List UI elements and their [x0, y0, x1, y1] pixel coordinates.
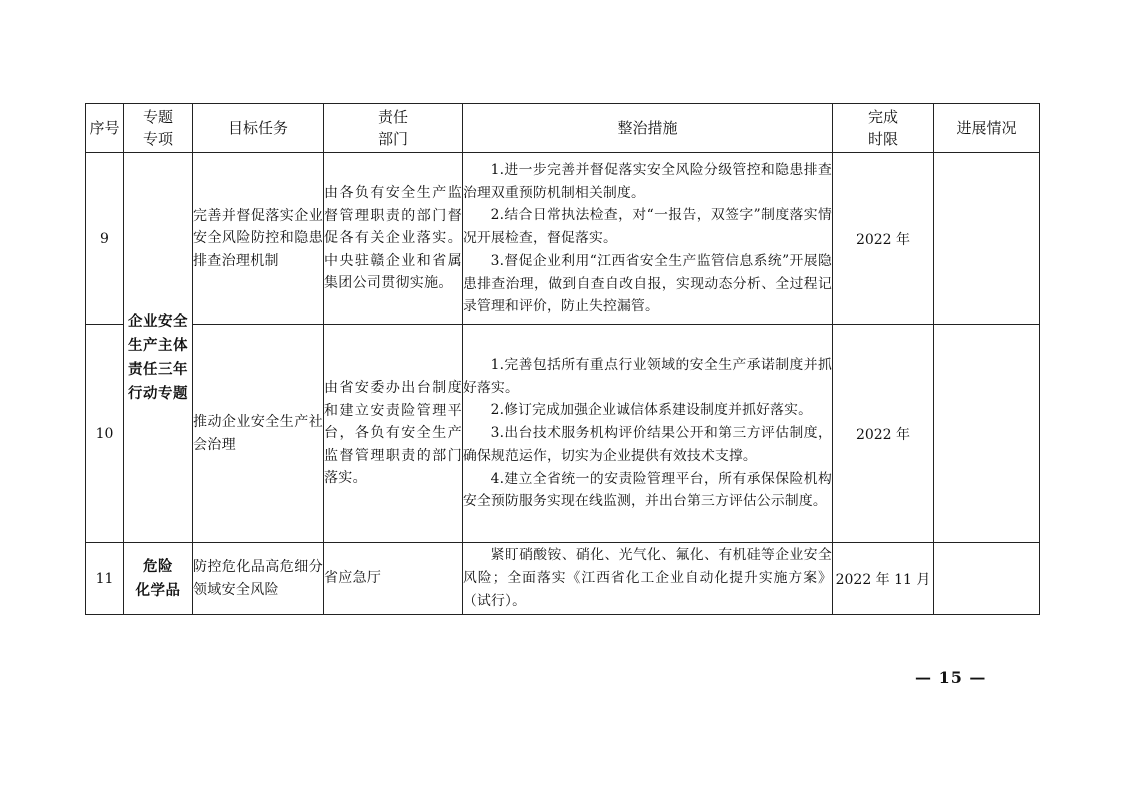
measures-cell [463, 153, 833, 325]
category-cell [124, 543, 193, 615]
header-deadline-line-2: 时限 [867, 130, 898, 148]
target-task: 防控危化品高危细分领域安全风险 [193, 543, 324, 615]
page-number: — 15 — [915, 668, 987, 687]
measure-item: 2.结合日常执法检查，对“一报告，双签字”制度落实情况开展检查，督促落实。 [463, 207, 832, 247]
responsible-dept: 由各负有安全生产监督管理职责的部门督促各有关企业落实。中央驻赣企业和省属集团公司贯彻实施。 [324, 153, 463, 325]
header-category-line-1: 专题 [142, 108, 173, 126]
header-no: 序号 [86, 104, 124, 153]
category-line: 责任三年 [128, 360, 188, 378]
measure-item: 3.出台技术服务机构评价结果公开和第三方评估制度，确保规范运作，切实为企业提供有效技术支撑。 [463, 425, 832, 464]
row-number: 11 [86, 543, 124, 615]
progress-cell [934, 543, 1040, 615]
target-task: 推动企业安全生产社会治理 [193, 325, 324, 543]
measure-item: 3.督促企业利用“江西省安全生产监管信息系统”开展隐患排查治理，做到自查自改自报，实现动态分析、全过程记录管理和评价，防止失控漏管。 [463, 252, 832, 315]
category-line: 化学品 [135, 581, 181, 599]
table-row [86, 325, 1040, 543]
measure-item: 紧盯硝酸铵、硝化、光气化、氟化、有机硅等企业安全风险；全面落实《江西省化工企业自动化提升实施方案》（试行）。 [463, 547, 832, 609]
row-number: 10 [86, 325, 124, 543]
header-dept [324, 104, 463, 153]
deadline: 2022 年 [833, 325, 934, 543]
header-deadline [833, 104, 934, 153]
target-task: 完善并督促落实企业安全风险防控和隐患排查治理机制 [193, 153, 324, 325]
measures-cell [463, 543, 833, 615]
header-measures: 整治措施 [463, 104, 833, 153]
rectification-table [85, 103, 1040, 615]
measure-item: 4.建立全省统一的安责险管理平台，所有承保保险机构安全预防服务实现在线监测，并出台第三方评估公示制度。 [463, 470, 832, 510]
deadline: 2022 年 [833, 153, 934, 325]
measure-item: 2.修订完成加强企业诚信体系建设制度并抓好落实。 [490, 402, 813, 419]
category-line: 生产主体 [128, 336, 188, 354]
row-number: 9 [86, 153, 124, 325]
category-line: 危险 [143, 557, 173, 575]
responsible-dept: 由省安委办出台制度和建立安责险管理平台，各负有安全生产监督管理职责的部门落实。 [324, 325, 463, 543]
measure-item: 1.完善包括所有重点行业领域的安全生产承诺制度并抓好落实。 [463, 356, 832, 396]
measure-item: 1.进一步完善并督促落实安全风险分级管控和隐患排查治理双重预防机制相关制度。 [463, 161, 832, 201]
merged-category-cell [124, 153, 193, 543]
progress-cell [934, 153, 1040, 325]
category-line: 行动专题 [128, 384, 188, 402]
deadline: 2022 年 11 月 [833, 543, 934, 615]
responsible-dept: 省应急厅 [324, 543, 463, 615]
header-deadline-line-1: 完成 [867, 108, 898, 126]
header-progress: 进展情况 [934, 104, 1040, 153]
table-row [86, 543, 1040, 615]
header-category-line-2: 专项 [142, 130, 173, 148]
header-dept-line-1: 责任 [377, 108, 408, 126]
header-task: 目标任务 [193, 104, 324, 153]
category-line: 企业安全 [128, 312, 188, 330]
table-row [86, 153, 1040, 325]
header-category [124, 104, 193, 153]
header-dept-line-2: 部门 [377, 130, 408, 148]
measures-cell [463, 325, 833, 543]
header-row [86, 104, 1040, 153]
progress-cell [934, 325, 1040, 543]
